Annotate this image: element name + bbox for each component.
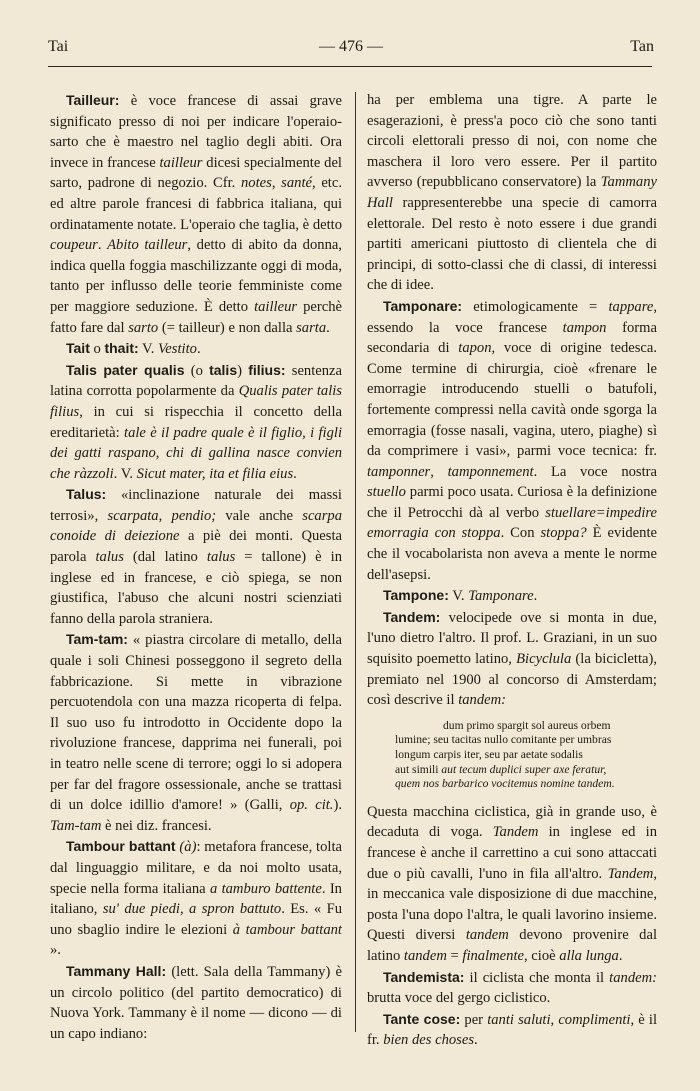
body-text: (la bicicletta), premiato nel 1900 al concorso di Amsterdam; così descrive il [367,651,657,709]
italic-text: (à) [179,839,197,856]
header-right-guide-word: Tan [630,38,654,55]
body-text: Questa macchina ciclistica, già in grande uso, è decaduta di voga. [367,803,657,841]
entry-tait [50,338,342,360]
body-text: è nei diz. francesi. [101,817,212,834]
italic-text: Tandem [607,865,654,882]
body-text: , essendo la voce francese [367,298,657,336]
body-text: . In italiano, [50,880,342,918]
italic-text: scarpa conoide di deiezione [50,507,342,545]
headword: filius: [248,361,286,378]
italic-text: santé [281,175,312,192]
right-column [367,90,657,1051]
body-text: . Es. « Fu uno sbaglio indire le elezioni [50,901,343,938]
italic-text: Abito tailleur [107,237,188,254]
body-text: velocipede ove si monta in due, l'uno dietro l'altro. Il prof. L. Graziani, in un suo squisito poemetto latino, [367,609,657,668]
body-text: è voce francese di assai grave significato presso di noi per indicare l'operaio-sarto che è maestro nel taglio degli abiti. Ora invece in francese [50,93,342,171]
italic-text: à tambour battant [232,921,342,938]
italic-text: pendio; [171,507,217,524]
body-text: lumine; seu tacitas nullo comitante per umbras [395,733,612,747]
body-text: dicesi specialmente del sarto, padrone di negozio. Cfr. [50,154,342,192]
quotation-line [395,719,657,734]
italic-text: sarto [128,319,159,336]
italic-text: Tandem [492,824,539,841]
body-text: , in meccanica vale disposizione di due macchine, posta l'una dopo l'altra, le quali lavorino insieme. Questi diversi [367,865,657,944]
body-text: perchè fatto fare dal [50,298,342,336]
body-text: V. [138,341,159,358]
body-text: (= tailleur) e non dalla [158,319,297,336]
body-text: o [89,341,105,358]
italic-text: stuellare=impedire emorragia con stoppa [367,504,657,542]
headword: Tam-tam: [66,631,128,648]
body-text: brutta voce del gergo ciclistico. [367,990,551,1007]
italic-text: talus [206,549,236,566]
body-text: . V. [113,465,137,482]
entry-tammany [50,961,342,1044]
italic-text: Qualis pater talis filius [50,383,342,420]
italic-text: complimenti [558,1011,631,1028]
body-text: aut simili [395,762,442,776]
entry-tantecose [367,1009,657,1051]
body-text: , [271,175,282,192]
body-text: , [158,507,172,524]
body-text: , è il fr. [367,1011,658,1049]
body-text: devono provenire dal latino [367,927,657,964]
body-text: dum primo spargit sol aureus orbem [443,718,611,732]
headword: Tailleur: [66,92,120,108]
italic-text: talus [95,549,124,566]
italic-text: tandem: [458,692,507,709]
italic-text: stuello [367,484,406,501]
headword: Tammany Hall: [66,962,167,979]
body-text: ). [333,797,342,814]
body-text: ». [50,942,61,959]
entry-tailleur [50,90,342,338]
entry-tammany-cont [367,90,657,296]
italic-text: op. cit. [289,797,334,814]
italic-text: Vestito [158,341,197,358]
body-text: ) [237,362,249,379]
italic-text: coupeur [50,237,98,254]
headword: Tambour battant [66,838,176,855]
body-text: = [446,947,463,964]
italic-text: i figli dei gatti raspano [50,424,343,462]
italic-text: quem nos barbarico vocitemus nomine tandem. [395,777,615,791]
body-text: . [474,1032,478,1049]
body-text: rappresenterebbe una specie di camorra elettorale. Del resto è noto essere i due grandi partiti americani piuttosto di clientela che di principi, di sotto-classi che di classi, di interessi che di idee. [367,194,657,294]
italic-text: Tamponare [468,588,534,605]
italic-text: Tammany Hall [367,174,657,211]
headword: Tandem: [383,608,441,625]
italic-text: a spron battuto [189,901,282,918]
body-text: , [430,463,448,480]
body-text: , [302,424,311,441]
italic-text: a tamburo battente [209,880,322,897]
italic-text: finalmente [462,947,524,964]
body-text: . [97,237,108,254]
headword: thait: [104,340,139,357]
italic-text: tamponnement [447,463,534,480]
entry-tambour [50,836,342,961]
body-text: «inclinazione naturale dei massi terrosi», [50,487,342,524]
body-text: in inglese ed in francese è anche il carrettino a cui sono attaccati due o più cavalli, l'uno in fila all'altro. [367,824,657,882]
body-text: il ciclista che monta il [464,969,610,986]
italic-text: tamponner [367,463,431,480]
body-text: vale anche [216,507,303,524]
body-text: (dal latino [123,549,207,566]
headword: Tandemista: [383,968,465,985]
body-text: , cioè [524,947,560,964]
body-text: a piè dei monti. Questa parola [50,528,342,566]
italic-text: alla lunga [559,947,619,964]
body-text: , [550,1011,559,1028]
italic-text: Bicyclula [516,651,572,668]
body-text: , detto di abito da donna, indica quella foggia maschilizzante oggi di moda, tanto per influsso delle teorie femministe come per maggiore seduzione. È detto [50,237,342,315]
italic-text: tanti saluti [487,1011,551,1028]
body-text: etimologicamente = [462,298,609,315]
italic-text: notes [241,175,272,192]
header-rule [48,66,652,67]
quotation-line [395,733,657,748]
italic-text: Tam-tam [50,817,102,834]
body-text: . [196,341,201,358]
italic-text: tandem [465,927,509,944]
entry-tamtam [50,629,342,836]
italic-text: sarta [296,319,327,336]
entry-tandem [367,607,657,711]
italic-text: Sicut mater, ita et filia eius [136,465,294,482]
body-text: per [460,1011,488,1028]
left-column [50,90,342,1044]
italic-text: aut tecum duplici super axe feratur, [441,762,607,776]
body-text: , [155,445,167,462]
headword: talis [209,361,238,378]
body-text: È evidente che il vocabolarista non aveva a mente le norme dell'asepsi. [367,525,657,583]
entry-tandem-cont [367,802,657,967]
entry-talis [50,360,342,485]
italic-text: stoppa? [540,525,587,542]
italic-text: tapon [458,340,492,357]
body-text: longum carpis iter, seu par aetate sodalis [395,748,583,761]
body-text: (lett. Sala della Tammany) è un circolo politico (del partito democratico) di Nuova York. Tammany è il nome — dicono — di un capo indiano: [50,963,342,1042]
italic-text: tailleur [159,154,203,171]
headword: Tampone: [383,587,449,604]
body-text: V. [448,588,469,605]
entry-tampone [367,585,657,607]
running-header [48,38,654,62]
column-divider [355,92,356,1032]
body-text: , etc. ed altre parole francesi di fabbrica italiana, qui ordinatamente notate. L'operaio che taglia, è detto [50,175,342,233]
italic-text: scarpata [107,507,159,524]
italic-text: tailleur [254,298,298,315]
body-text: . Con [500,525,541,542]
body-text: (o [184,362,210,379]
body-text: : metafora francese, tolta dal linguaggio militare, e da noi molto usata, specie nella forma italiana [50,839,342,897]
body-text: , in cui si rispecchia il concetto della ereditarietà: [50,403,342,441]
body-text: . La voce nostra [533,463,657,480]
italic-text: tandem: [609,969,657,986]
body-text: « piastra circolare di metallo, della quale i soli Chinesi posseggono il segreto della fabbricazione. Si mette in vibrazione percuotendola con una mazza ricoperta di felpa. Il suo uso fu introdotto in Occidente dopo la rivoluzione francese, dapprima nei funerali, poi in teatro nelle scene di terrore; oggi lo si adopera per far del fragore ossessionale, anche se trattasi di un dolce idillio d'amore! » (Galli, [50,632,342,814]
body-text: forma secondaria di [367,319,657,357]
body-text: . [618,947,623,964]
italic-text: su' due piedi [102,901,180,918]
body-text: . [326,319,330,336]
headword: Tante cose: [383,1010,461,1027]
headword: Tamponare: [383,297,463,314]
italic-text: bien des choses [383,1032,475,1049]
entry-talus [50,484,342,629]
page-number: — 476 — [319,38,383,55]
headword: Talus: [66,486,107,503]
headword: Tait [66,340,90,357]
quotation-line [395,777,657,792]
italic-text: tappare [608,298,654,315]
body-text: , [179,901,190,918]
latin-quotation [395,719,657,792]
headword: Talis pater qualis [66,361,185,378]
entry-tamponare [367,296,657,585]
body-text: = tallone) è in inglese ed in francese, e ciò spiega, se non giustifica, l'abuso che alcuni nostri scienziati fanno della parola straniera. [50,549,342,627]
quotation-line [395,748,657,763]
body-text: . [293,465,297,482]
italic-text: tandem [403,947,447,964]
italic-text: tampon [562,319,607,336]
italic-text: chi di gallina nasce convien che ràzzoli [50,445,343,482]
body-text: parmi poco usata. Curiosa è la definizione che il Petrocchi dà al verbo [367,484,657,521]
body-text: , voce di origine tedesca. Come termine di chirurgia, cioè «frenare le emorragie introducendo stuelli o batufoli, fortemente compressi nella cavità onde sgorga la emorragia (fosse nasali, vagina, utero, piaghe) sì da comprimere i vasi», parmi voce tecnica: fr. [367,340,658,460]
quotation-line [395,763,657,778]
body-text: ha per emblema una tigre. A parte le esagerazioni, è press'a poco ciò che sono tanti circoli elettorali presso di noi, con nome che maschera il loro vero essere. Per il partito avverso (repubblicano conservatore) la [367,92,657,191]
italic-text: tale è il padre quale è il figlio [124,424,303,441]
body-text: sentenza latina corrotta popolarmente da [50,362,343,400]
entry-tandemista [367,967,657,1009]
header-left-guide-word: Tai [48,38,69,55]
body-text: . [533,588,538,605]
